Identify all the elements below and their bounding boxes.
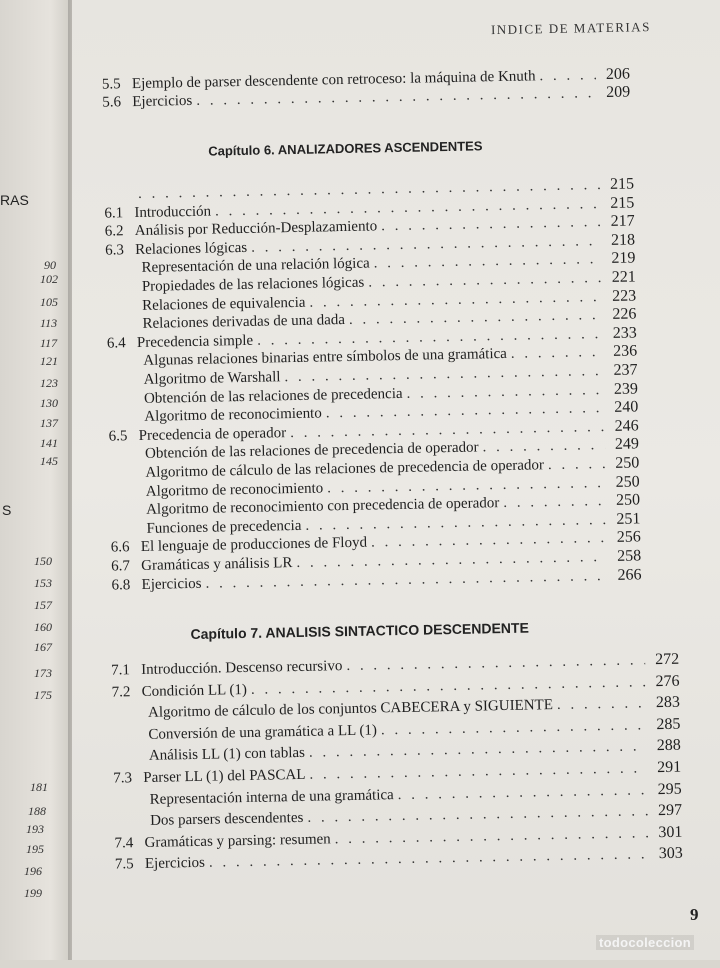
entry-label: Introducción. Descenso recursivo xyxy=(141,658,346,679)
entry-label: Propiedades de las relaciones lógicas xyxy=(136,275,369,296)
entry-page-number: 283 xyxy=(646,694,680,713)
left-page-number: 175 xyxy=(34,688,52,703)
left-page-number: 193 xyxy=(26,822,44,837)
section-number xyxy=(114,804,144,805)
entry-page-number: 256 xyxy=(607,529,641,548)
section-number xyxy=(111,533,141,534)
left-page-number: 150 xyxy=(34,554,52,569)
entry-page-number: 240 xyxy=(604,399,638,418)
entry-label: Ejercicios xyxy=(145,855,209,873)
entry-label: Precedencia de operador xyxy=(139,425,291,445)
entry-label: El lenguaje de producciones de Floyd xyxy=(141,535,371,556)
left-page-heading: S xyxy=(2,502,11,518)
entry-label: Conversión de una gramática a LL (1) xyxy=(142,722,381,744)
entry-page-number: 209 xyxy=(596,84,630,103)
left-page-number: 167 xyxy=(34,640,52,655)
left-page-number: 199 xyxy=(24,886,42,901)
dot-leader xyxy=(557,696,646,715)
dot-leader xyxy=(381,717,647,739)
entry-label: Algoritmo de reconocimiento xyxy=(140,480,328,501)
section-number: 5.6 xyxy=(102,94,132,112)
entry-label: Relaciones de equivalencia xyxy=(136,294,310,314)
section-number xyxy=(104,198,134,199)
entry-page-number: 221 xyxy=(602,268,636,287)
entry-page-number: 285 xyxy=(646,715,680,734)
entry-page-number: 295 xyxy=(647,780,681,799)
entry-page-number: 291 xyxy=(647,759,681,778)
left-page-number: 117 xyxy=(40,336,57,351)
entry-label: Gramáticas y parsing: resumen xyxy=(144,831,334,852)
dot-leader xyxy=(346,652,645,675)
entry-page-number: 272 xyxy=(645,651,679,670)
section-number xyxy=(110,496,140,497)
entry-page-number: 250 xyxy=(606,473,640,492)
left-page-number: 130 xyxy=(40,396,58,411)
entry-label: Obtención de las relaciones de precedencia de operador xyxy=(139,440,483,464)
section-number xyxy=(107,328,137,329)
entry-label: Dos parsers descendentes xyxy=(144,810,308,830)
section-number: 6.5 xyxy=(109,428,139,446)
dot-leader xyxy=(307,803,648,827)
entry-page-number: 250 xyxy=(606,492,640,511)
left-page-number: 145 xyxy=(40,454,58,469)
left-page-number: 90 xyxy=(44,258,56,273)
entry-page-number: 215 xyxy=(600,175,634,194)
section-number xyxy=(107,365,137,366)
section-number: 6.3 xyxy=(105,242,135,260)
section-number xyxy=(108,384,138,385)
entry-page-number: 233 xyxy=(603,324,637,343)
left-page-number: 160 xyxy=(34,620,52,635)
dot-leader xyxy=(209,847,649,872)
section-number: 7.2 xyxy=(111,684,141,702)
section-number xyxy=(106,291,136,292)
section-number: 6.1 xyxy=(104,205,134,223)
entry-label: Funciones de precedencia xyxy=(140,518,305,538)
dot-leader xyxy=(398,782,648,804)
section-number: 5.5 xyxy=(102,76,132,94)
left-page-number: 157 xyxy=(34,598,52,613)
section-number xyxy=(113,739,143,740)
entry-label: Algoritmo de Warshall xyxy=(137,369,284,389)
entry-label: Relaciones derivadas de una dada xyxy=(136,312,349,333)
left-page-number: 113 xyxy=(40,316,57,331)
section-number xyxy=(112,717,142,718)
left-page-number: 141 xyxy=(40,436,58,451)
section-number: 6.2 xyxy=(105,223,135,241)
chapter-title: Capítulo 6. ANALIZADORES ASCENDENTES xyxy=(208,138,482,158)
entry-label: Obtención de las relaciones de precedencia xyxy=(138,385,407,407)
section-number: 6.7 xyxy=(111,558,141,576)
entry-page-number: 236 xyxy=(603,343,637,362)
section-number xyxy=(110,514,140,515)
entry-label: Algoritmo de cálculo de las relaciones de precedencia de operador xyxy=(139,457,548,482)
section-number: 6.6 xyxy=(111,539,141,557)
left-page-number: 153 xyxy=(34,576,52,591)
left-page-number: 196 xyxy=(24,864,42,879)
section-number xyxy=(106,272,136,273)
section-number xyxy=(109,458,139,459)
entry-page-number: 219 xyxy=(601,250,635,269)
entry-label: Ejercicios xyxy=(141,575,205,593)
section-number: 7.1 xyxy=(111,662,141,680)
left-page-number: 181 xyxy=(30,780,48,795)
entry-label: Algunas relaciones binarias entre símbolos de una gramática xyxy=(137,346,511,370)
entry-label: Gramáticas y análisis LR xyxy=(141,555,297,575)
section-number xyxy=(108,421,138,422)
entry-label: Representación interna de una gramática xyxy=(144,787,398,809)
section-number xyxy=(113,760,143,761)
entry-page-number: 239 xyxy=(604,380,638,399)
entry-label: Algoritmo de reconocimiento con precedencia de operador xyxy=(140,495,503,519)
section-number: 6.8 xyxy=(111,577,141,595)
entry-page-number: 276 xyxy=(645,672,679,691)
entry-label: Introducción xyxy=(134,203,215,222)
dot-leader xyxy=(335,825,649,848)
entry-page-number: 217 xyxy=(601,213,635,232)
entry-page-number: 218 xyxy=(601,231,635,250)
left-page-number: 173 xyxy=(34,666,52,681)
entry-page-number: 297 xyxy=(648,802,682,821)
entry-page-number: 251 xyxy=(606,510,640,529)
entry-page-number: 246 xyxy=(604,417,638,436)
left-page-number: 137 xyxy=(40,416,58,431)
section-number: 7.3 xyxy=(113,770,143,788)
left-page-number: 102 xyxy=(40,272,58,287)
entry-page-number: 215 xyxy=(600,194,634,213)
dot-leader xyxy=(309,739,647,762)
entry-label: Análisis por Reducción-Desplazamiento xyxy=(135,218,382,240)
section-number xyxy=(110,477,140,478)
left-page-number: 195 xyxy=(26,842,44,857)
entry-page-number: 301 xyxy=(648,823,682,842)
dot-leader xyxy=(511,344,604,363)
entry-label: Condición LL (1) xyxy=(141,681,251,700)
entry-page-number: 250 xyxy=(605,454,639,473)
left-page-number: 105 xyxy=(40,295,58,310)
entry-page-number: 303 xyxy=(649,845,683,864)
section-number: 7.4 xyxy=(114,835,144,853)
dot-leader xyxy=(539,67,596,85)
entry-label: Precedencia simple xyxy=(137,333,258,352)
dot-leader xyxy=(503,493,606,512)
chapter-title: Capítulo 7. ANALISIS SINTACTICO DESCENDENTE xyxy=(190,620,529,642)
dot-leader xyxy=(309,760,647,783)
entry-label: Ejercicios xyxy=(132,93,196,111)
entry-page-number: 288 xyxy=(647,737,681,756)
entry-label: Algoritmo de reconocimiento xyxy=(138,406,326,427)
left-page-heading: RAS xyxy=(0,192,29,208)
left-page-number: 188 xyxy=(28,804,46,819)
entry-page-number: 249 xyxy=(605,436,639,455)
section-number: 6.4 xyxy=(107,335,137,353)
entry-label: Parser LL (1) del PASCAL xyxy=(143,767,310,787)
entry-label: Relaciones lógicas xyxy=(135,240,251,259)
running-head: INDICE DE MATERIAS xyxy=(491,19,651,38)
watermark: todocoleccion xyxy=(596,935,694,950)
dot-leader xyxy=(482,437,605,456)
dot-leader xyxy=(548,456,606,474)
entry-page-number: 223 xyxy=(602,287,636,306)
entry-page-number: 258 xyxy=(607,547,641,566)
section-number xyxy=(108,403,138,404)
entry-label: Ejemplo de parser descendente con retroceso: la máquina de Knuth xyxy=(132,68,540,93)
entry-label: Análisis LL (1) con tablas xyxy=(143,745,309,765)
entry-label: Representación de una relación lógica xyxy=(135,256,374,278)
entry-page-number: 266 xyxy=(607,566,641,585)
section-number xyxy=(106,310,136,311)
entry-page-number: 237 xyxy=(603,361,637,380)
left-page-number: 123 xyxy=(40,376,58,391)
entry-label: Algoritmo de cálculo de los conjuntos CABECERA y SIGUIENTE xyxy=(142,697,557,722)
page-number: 9 xyxy=(690,905,699,925)
section-number xyxy=(114,825,144,826)
section-number: 7.5 xyxy=(115,856,145,874)
entry-page-number: 226 xyxy=(602,306,636,325)
entry-page-number: 206 xyxy=(596,66,630,85)
left-page-number: 121 xyxy=(40,354,58,369)
